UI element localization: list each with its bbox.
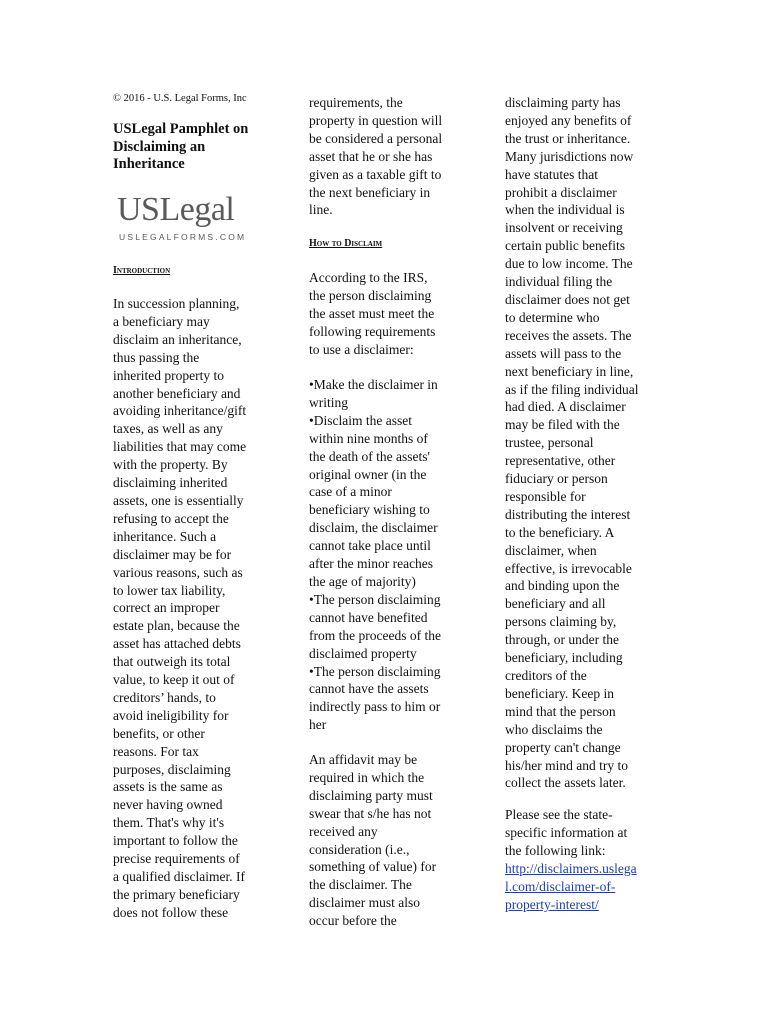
page-title: USLegal Pamphlet on Disclaiming an Inheritance (113, 121, 249, 172)
affidavit-paragraph: An affidavit may be required in which the disclaiming party must swear that s/he has not received any consideration (i.e., something of value) for the disclaimer. The disclaimer must also occur before the (309, 752, 437, 929)
logo-url: USLEGALFORMS.COM (119, 232, 247, 242)
how-to-disclaim-intro: According to the IRS, the person disclaiming the asset must meet the following requirements to use a disclaimer: (309, 270, 436, 357)
introduction-body: In succession planning, a beneficiary may disclaim an inheritance, thus passing the inherited property to another beneficiary and avoiding inheritance/gift taxes, as well as any liabilities that may come with the property. By disclaiming inherited assets, one is essentially refusing to accept the inheritance. Such a disclaimer may be for various reasons, such as to lower tax liability, correct an improper estate plan, because the asset has attached debts that outweigh its total value, to keep it out of creditors’ hands, to avoid ineligibility for benefits, or other reasons. For tax purposes, disclaiming assets is the same as never having owned them. That's why it's important to follow the precise requirements of a qualified disclaimer. If the primary beneficiary does not follow these (113, 296, 247, 920)
state-info-text: Please see the state- specific information at the following link: (505, 807, 628, 858)
copyright-notice: © 2016 - U.S. Legal Forms, Inc (113, 93, 247, 104)
requirements-continuation: requirements, the property in question will be considered a personal asset that he or she has given as a taxable gift to the next beneficiary in line. (309, 95, 443, 218)
how-to-disclaim-heading: How to Disclaim (309, 238, 383, 249)
disclaimer-details: disclaiming party has enjoyed any benefits of the trust or inheritance. Many jurisdictions now have statutes that prohibit a disclaimer when the individual is insolvent or receiving certain public benefits due to low income. The individual filing the disclaimer does not get to determine who receives the assets. The assets will pass to the next beneficiary in line, as if the filing individual had died. A disclaimer may be filed with the trustee, personal representative, other fiduciary or person responsible for distributing the interest to the beneficiary. A disclaimer, when effective, is irrevocable and binding upon the beneficiary and all persons claiming by, through, or under the beneficiary, including creditors of the beneficiary. Keep in mind that the person who disclaims the property can't change his/her mind and try to collect the assets later. (505, 95, 639, 791)
logo-wordmark: USLegal (117, 191, 235, 228)
introduction-heading: Introduction (113, 265, 171, 276)
requirements-list: •Make the disclaimer in writing •Disclaim the asset within nine months of the death of the assets' original owner (in the case of a minor beneficiary wishing to disclaim, the disclaimer cannot take place until after the minor reaches the age of majority) •The person disclaiming cannot have benefited from the proceeds of the disclaimed property •The person disclaiming cannot have the assets indirectly pass to him or her (309, 377, 441, 733)
uslegal-logo (117, 192, 267, 244)
state-info-link[interactable]: http://disclaimers.uslega l.com/disclaimer-of- property-interest/ (505, 861, 637, 912)
state-info-link-wrapper (505, 860, 665, 914)
